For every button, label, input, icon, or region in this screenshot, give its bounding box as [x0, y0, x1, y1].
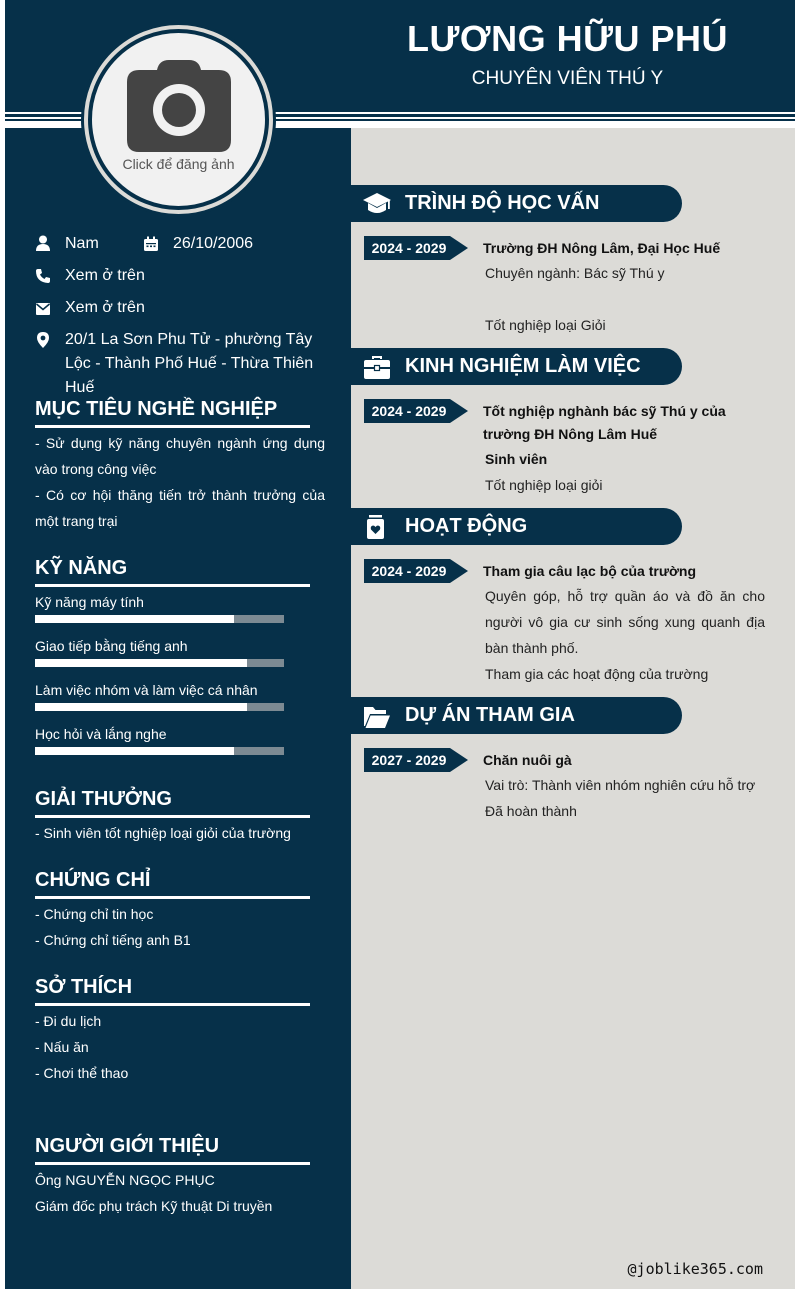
- projects-status: Đã hoàn thành: [485, 803, 577, 819]
- objective-line: - Sử dụng kỹ năng chuyên ngành ứng dụng vào trong công việc: [35, 435, 325, 477]
- projects-title: DỰ ÁN THAM GIA: [405, 704, 575, 726]
- cv-page: [5, 0, 795, 1289]
- objective-line: - Có cơ hội thăng tiến trở thành trưởng của một trang trại: [35, 487, 325, 529]
- experience-headline: Tốt nghiệp nghành bác sỹ Thú y của trường ĐH Nông Lâm Huế: [483, 403, 726, 442]
- certificates-heading: CHỨNG CHỈ: [35, 869, 310, 899]
- award-line: - Sinh viên tốt nghiệp loại giỏi của trường: [35, 825, 291, 841]
- education-major: Chuyên ngành: Bác sỹ Thú y: [485, 265, 665, 281]
- experience-section-header: [351, 348, 682, 385]
- skill-bar-fill: [35, 747, 234, 755]
- projects-date: 2027 - 2029: [371, 752, 447, 768]
- activities-headline: Tham gia câu lạc bộ của trường: [483, 563, 697, 579]
- upload-photo-label[interactable]: Click để đăng ảnh: [122, 156, 235, 172]
- skill-bar-fill: [35, 703, 247, 711]
- email-value[interactable]: Xem ở trên: [65, 299, 145, 316]
- skill-name: Giao tiếp bằng tiếng anh: [35, 638, 188, 654]
- reference-line: Ông NGUYỄN NGỌC PHỤC: [35, 1172, 215, 1188]
- activities-detail: Quyên góp, hỗ trợ quần áo và đồ ăn cho người vô gia cư sinh sống xung quanh địa bàn thành phố.: [485, 588, 765, 656]
- education-school: Trường ĐH Nông Lâm, Đại Học Huế: [483, 240, 721, 256]
- reference-line: Giám đốc phụ trách Kỹ thuật Di truyền: [35, 1198, 273, 1214]
- graduation-cap-icon: [363, 190, 391, 218]
- skill-bar: [35, 747, 284, 755]
- calendar-icon: [143, 236, 159, 252]
- skill-bar-fill: [35, 659, 247, 667]
- activities-date: 2024 - 2029: [371, 563, 447, 579]
- hobby-line: - Chơi thể thao: [35, 1065, 129, 1081]
- projects-headline: Chăn nuôi gà: [483, 752, 572, 768]
- certificate-line: - Chứng chỉ tin học: [35, 906, 154, 922]
- folder-open-icon: [363, 702, 391, 730]
- education-section-header: [351, 185, 682, 222]
- experience-title: KINH NGHIỆM LÀM VIỆC: [405, 355, 641, 377]
- education-result: Tốt nghiệp loại Giỏi: [485, 317, 606, 333]
- activity-badge-icon: [363, 513, 391, 541]
- experience-position: Sinh viên: [485, 451, 548, 467]
- skill-bar-fill: [35, 615, 234, 623]
- email-icon: [35, 301, 51, 317]
- candidate-name[interactable]: LƯƠNG HỮU PHÚ: [407, 18, 728, 59]
- projects-section-header: [351, 697, 682, 734]
- objective-heading: MỤC TIÊU NGHỀ NGHIỆP: [35, 398, 310, 428]
- user-icon: [35, 235, 51, 251]
- skill-bar: [35, 615, 284, 623]
- camera-icon[interactable]: [127, 60, 231, 152]
- activities-section-header: [351, 508, 682, 545]
- birthdate-value: 26/10/2006: [173, 235, 254, 252]
- briefcase-icon: [363, 353, 391, 381]
- skills-heading: KỸ NĂNG: [35, 557, 310, 587]
- candidate-role[interactable]: CHUYÊN VIÊN THÚ Y: [471, 68, 664, 89]
- projects-role: Vai trò: Thành viên nhóm nghiên cứu hỗ trợ: [485, 777, 756, 793]
- activities-extra: Tham gia các hoạt động của trường: [485, 666, 709, 682]
- hobby-line: - Đi du lịch: [35, 1013, 102, 1029]
- skill-bar: [35, 703, 284, 711]
- skill-name: Học hỏi và lắng nghe: [35, 726, 167, 742]
- hobbies-heading: SỞ THÍCH: [35, 976, 310, 1006]
- certificate-line: - Chứng chỉ tiếng anh B1: [35, 932, 191, 948]
- education-title: TRÌNH ĐỘ HỌC VẤN: [405, 192, 600, 214]
- activities-title: HOẠT ĐỘNG: [405, 515, 528, 537]
- phone-icon: [35, 268, 51, 284]
- hobby-line: - Nấu ăn: [35, 1039, 89, 1055]
- address-value: 20/1 La Sơn Phu Tử - phường Tây Lộc - Thành Phố Huế - Thừa Thiên Huế: [65, 331, 314, 396]
- references-heading: NGƯỜI GIỚI THIỆU: [35, 1135, 310, 1165]
- skill-name: Kỹ năng máy tính: [35, 594, 144, 610]
- education-date: 2024 - 2029: [371, 240, 447, 256]
- location-icon: [35, 332, 51, 348]
- experience-date: 2024 - 2029: [371, 403, 447, 419]
- experience-detail: Tốt nghiệp loại giỏi: [485, 477, 603, 493]
- phone-value[interactable]: Xem ở trên: [65, 267, 145, 284]
- watermark: @joblike365.com: [627, 1260, 763, 1278]
- awards-heading: GIẢI THƯỞNG: [35, 788, 310, 818]
- gender-value: Nam: [65, 235, 99, 252]
- skill-bar: [35, 659, 284, 667]
- skill-name: Làm việc nhóm và làm việc cá nhân: [35, 682, 258, 698]
